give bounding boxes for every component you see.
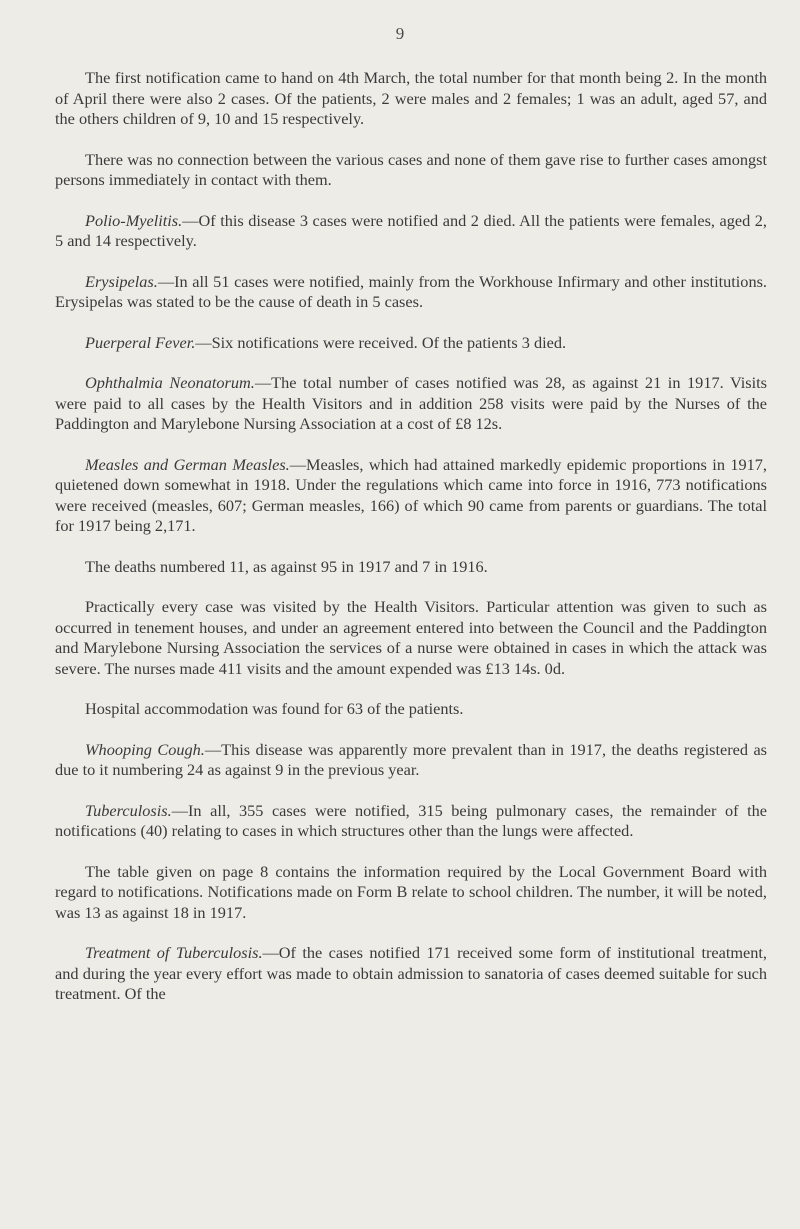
paragraph-heading: Erysipelas. [85, 271, 158, 291]
paragraph-heading: Treatment of Tuberculosis. [85, 943, 263, 962]
paragraph-text: —In all, 355 cases were notified, 315 being pulmonary cases, the remainder of the notifications (40) relating to cases in which structures other than the lungs were affected. [55, 800, 767, 840]
paragraph-text: —The total number of cases notified was 28, as against 21 in 1917. Visits were paid to all cases by the Health Visitors and in addition 258 visits were paid by the Nurses of the Paddington and Marylebone Nursing Association at a cost of £8 12s. [55, 373, 767, 433]
paragraph-text: Hospital accommodation was found for 63 of the patients. [85, 699, 464, 718]
paragraph-text: The deaths numbered 11, as against 95 in 1917 and 7 in 1916. [85, 556, 488, 576]
paragraph-text: There was no connection between the various cases and none of them gave rise to further cases amongst persons immediately in contact with them. [55, 149, 767, 189]
document-body [55, 68, 767, 1025]
paragraph-text: —Of this disease 3 cases were notified and 2 died. All the patients were females, aged 2, 5 and 14 respectively. [55, 210, 767, 250]
paragraph-tuberculosis [55, 801, 767, 842]
paragraph-text: —Measles, which had attained markedly epidemic proportions in 1917, quietened down somewhat in 1918. Under the regulations which came into force in 1916, 773 notifications were received (measles, 607; German measles, 166) of which 90 came from parents or guardians. The total for 1917 being 2,171. [55, 454, 767, 535]
paragraph-heading: Puerperal Fever. [85, 332, 196, 352]
paragraph-polio-myelitis [55, 211, 767, 252]
paragraph-measles-deaths [55, 557, 767, 578]
paragraph-notifications-table [55, 862, 767, 924]
page-number: 9 [395, 24, 405, 43]
paragraph-text: —This disease was apparently more prevalent than in 1917, the deaths registered as due to it numbering 24 as against 9 in the previous year. [55, 739, 768, 779]
paragraph-heading: Polio-Myelitis. [85, 210, 183, 230]
paragraph-treatment-of-tuberculosis [55, 943, 767, 1005]
paragraph-hospital-accommodation [55, 699, 767, 720]
paragraph-text: —In all 51 cases were notified, mainly from the Workhouse Infirmary and other institutions. Erysipelas was stated to be the cause of death in 5 cases. [55, 271, 767, 311]
paragraph-text: The table given on page 8 contains the information required by the Local Government Board with regard to notifications. Notifications made on Form B relate to school children. The number, it will be noted, was 13 as against 18 in 1917. [55, 861, 767, 922]
paragraph-heading: Measles and German Measles. [85, 454, 290, 474]
paragraph-text: The first notification came to hand on 4th March, the total number for that month being 2. In the month of April there were also 2 cases. Of the patients, 2 were males and 2 females; 1 was an adult, aged 57, and the others children of 9, 10 and 15 respectively. [55, 68, 767, 128]
paragraph-measles [55, 455, 767, 537]
paragraph-puerperal-fever [55, 333, 767, 354]
paragraph-ophthalmia-neonatorum [55, 373, 767, 435]
paragraph-text: —Of the cases notified 171 received some form of institutional treatment, and during the year every effort was made to obtain admission to sanatoria of cases deemed suitable for such treatment. Of the [55, 943, 767, 1003]
paragraph-text: —Six notifications were received. Of the patients 3 died. [195, 332, 567, 352]
paragraph-text: Practically every case was visited by the Health Visitors. Particular attention was given to such as occurred in tenement houses, and under an agreement entered into between the Council and the Paddington and Marylebone Nursing Association the services of a nurse were obtained in cases in which the attack was severe. The nurses made 411 visits and the amount expended was £13 14s. 0d. [55, 597, 767, 678]
paragraph-health-visitors [55, 597, 767, 679]
paragraph-heading: Whooping Cough. [85, 739, 205, 759]
paragraph-heading: Ophthalmia Neonatorum. [85, 373, 255, 392]
paragraph-heading: Tuberculosis. [85, 800, 172, 820]
paragraph-smallpox-cases [55, 68, 767, 130]
paragraph-whooping-cough [55, 740, 767, 781]
paragraph-erysipelas [55, 272, 767, 313]
paragraph-no-connection [55, 150, 767, 191]
